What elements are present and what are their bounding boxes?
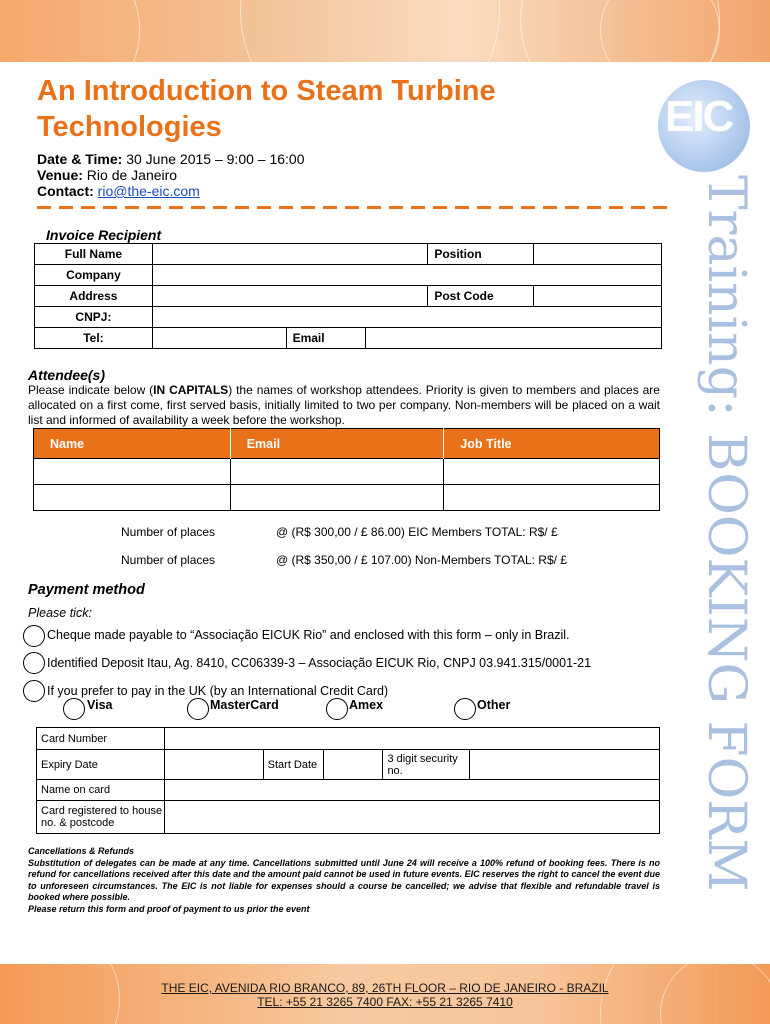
security-field[interactable] bbox=[470, 750, 660, 780]
table-row bbox=[34, 485, 660, 511]
cnpj-field[interactable] bbox=[152, 307, 661, 328]
nonmember-price bbox=[276, 553, 567, 567]
email-label: Email bbox=[286, 328, 366, 349]
attendee-email-field[interactable] bbox=[230, 459, 444, 485]
venue-line bbox=[37, 167, 177, 183]
expiry-date-label: Expiry Date bbox=[37, 750, 165, 780]
amex-label: Amex bbox=[349, 698, 384, 712]
please-tick: Please tick: bbox=[28, 606, 92, 620]
deposit-radio[interactable] bbox=[23, 652, 45, 674]
col-job-title: Job Title bbox=[444, 429, 660, 459]
mastercard-radio[interactable] bbox=[187, 698, 209, 720]
other-label: Other bbox=[477, 698, 511, 712]
member-places-label: Number of places bbox=[121, 525, 216, 539]
cheque-option-label: Cheque made payable to “Associação EICUK Rio” and enclosed with this form – only in Brazil. bbox=[47, 628, 570, 642]
member-price bbox=[276, 525, 558, 539]
expiry-date-field[interactable] bbox=[164, 750, 263, 780]
payment-heading: Payment method bbox=[28, 582, 145, 598]
cancellation-terms bbox=[28, 846, 660, 915]
attendees-intro bbox=[28, 383, 660, 428]
date-label: Date & Time: bbox=[37, 151, 123, 167]
cancellation-body: Substitution of delegates can be made at any time. Cancellations submitted until June 24 will receive a 100% refund of booking fees. There is no refund for cancellations received after this date and the amount paid cannot be used in future events. EIC reserves the right to cancel the event due to unforeseen circumstances. The EIC is not liable for expenses should a course be cancelled; we advise that flexible and refundable travel is booked where possible. bbox=[28, 857, 660, 902]
visa-label: Visa bbox=[87, 698, 113, 712]
intro-caps: IN CAPITALS bbox=[153, 383, 229, 397]
attendee-job-field[interactable] bbox=[444, 485, 660, 511]
col-email: Email bbox=[230, 429, 444, 459]
registered-label: Card registered to house no. & postcode bbox=[37, 801, 165, 834]
invoice-heading: Invoice Recipient bbox=[46, 227, 162, 243]
date-value: 30 June 2015 – 9:00 – 16:00 bbox=[126, 151, 305, 167]
start-date-field[interactable] bbox=[323, 750, 383, 780]
eic-logo-text: EIC bbox=[665, 92, 733, 141]
table-row bbox=[34, 459, 660, 485]
tel-field[interactable] bbox=[152, 328, 286, 349]
cancellation-heading: Cancellations & Refunds bbox=[28, 846, 135, 856]
dashed-divider bbox=[37, 206, 673, 209]
company-label: Company bbox=[35, 265, 153, 286]
deposit-option-label: Identified Deposit Itau, Ag. 8410, CC06339-3 – Associação EICUK Rio, CNPJ 03.941.315/0001-21 bbox=[47, 656, 592, 670]
other-radio[interactable] bbox=[454, 698, 476, 720]
mastercard-label: MasterCard bbox=[210, 698, 279, 712]
address-field[interactable] bbox=[152, 286, 427, 307]
position-label: Position bbox=[428, 244, 534, 265]
card-details-table bbox=[36, 727, 660, 834]
post-code-label: Post Code bbox=[428, 286, 534, 307]
name-on-card-field[interactable] bbox=[164, 780, 659, 801]
attendee-email-field[interactable] bbox=[230, 485, 444, 511]
position-field[interactable] bbox=[534, 244, 662, 265]
date-line bbox=[37, 151, 305, 167]
cnpj-label: CNPJ: bbox=[35, 307, 153, 328]
col-name: Name bbox=[34, 429, 231, 459]
venue-label: Venue: bbox=[37, 167, 83, 183]
full-name-label: Full Name bbox=[35, 244, 153, 265]
contact-email-link[interactable]: rio@the-eic.com bbox=[97, 183, 200, 199]
page-title: An Introduction to Steam Turbine Technologies bbox=[37, 75, 496, 143]
attendee-name-field[interactable] bbox=[34, 459, 231, 485]
full-name-field[interactable] bbox=[152, 244, 427, 265]
intro-part-2: ) the names of workshop attendees. Priority is given to members and places are allocated on a first come, first served basis, initially limited to two per company. Non-members will be placed on a wait list and informed of availability a week before the workshop. bbox=[28, 383, 660, 427]
email-field[interactable] bbox=[366, 328, 662, 349]
venue-value: Rio de Janeiro bbox=[86, 167, 178, 183]
contact-label: Contact: bbox=[37, 183, 94, 199]
footer-phone: TEL: +55 21 3265 7400 FAX: +55 21 3265 7410 bbox=[257, 995, 513, 1009]
registered-field[interactable] bbox=[164, 801, 659, 834]
attendee-job-field[interactable] bbox=[444, 459, 660, 485]
security-label: 3 digit security no. bbox=[383, 750, 470, 780]
address-label: Address bbox=[35, 286, 153, 307]
footer-address: THE EIC, AVENIDA RIO BRANCO, 89, 26TH FLOOR – RIO DE JANEIRO - BRAZIL bbox=[161, 981, 609, 995]
invoice-table bbox=[34, 243, 662, 349]
nonmember-places-label: Number of places bbox=[121, 553, 216, 567]
intro-part-1: Please indicate below ( bbox=[28, 383, 154, 397]
attendees-table bbox=[33, 428, 660, 511]
contact-line bbox=[37, 183, 200, 199]
post-code-field[interactable] bbox=[534, 286, 662, 307]
start-date-label: Start Date bbox=[263, 750, 323, 780]
cheque-radio[interactable] bbox=[23, 625, 45, 647]
top-banner bbox=[0, 0, 770, 62]
amex-radio[interactable] bbox=[326, 698, 348, 720]
attendees-heading: Attendee(s) bbox=[28, 367, 106, 383]
nonmember-price-text: @ (R$ 350,00 / £ 107.00) Non-Members TOTAL: R$/ £ bbox=[276, 553, 567, 567]
uk-card-option-label: If you prefer to pay in the UK (by an International Credit Card) bbox=[47, 684, 389, 698]
card-number-label: Card Number bbox=[37, 728, 165, 750]
return-note: Please return this form and proof of payment to us prior the event bbox=[28, 903, 310, 914]
card-number-field[interactable] bbox=[164, 728, 659, 750]
name-on-card-label: Name on card bbox=[37, 780, 165, 801]
member-price-text: @ (R$ 300,00 / £ 86.00) EIC Members TOTAL: R$/ £ bbox=[276, 525, 558, 539]
company-field[interactable] bbox=[152, 265, 661, 286]
uk-card-radio[interactable] bbox=[23, 680, 45, 702]
tel-label: Tel: bbox=[35, 328, 153, 349]
visa-radio[interactable] bbox=[63, 698, 85, 720]
vertical-title: Training: BOOKING FORM bbox=[696, 175, 756, 892]
attendee-name-field[interactable] bbox=[34, 485, 231, 511]
